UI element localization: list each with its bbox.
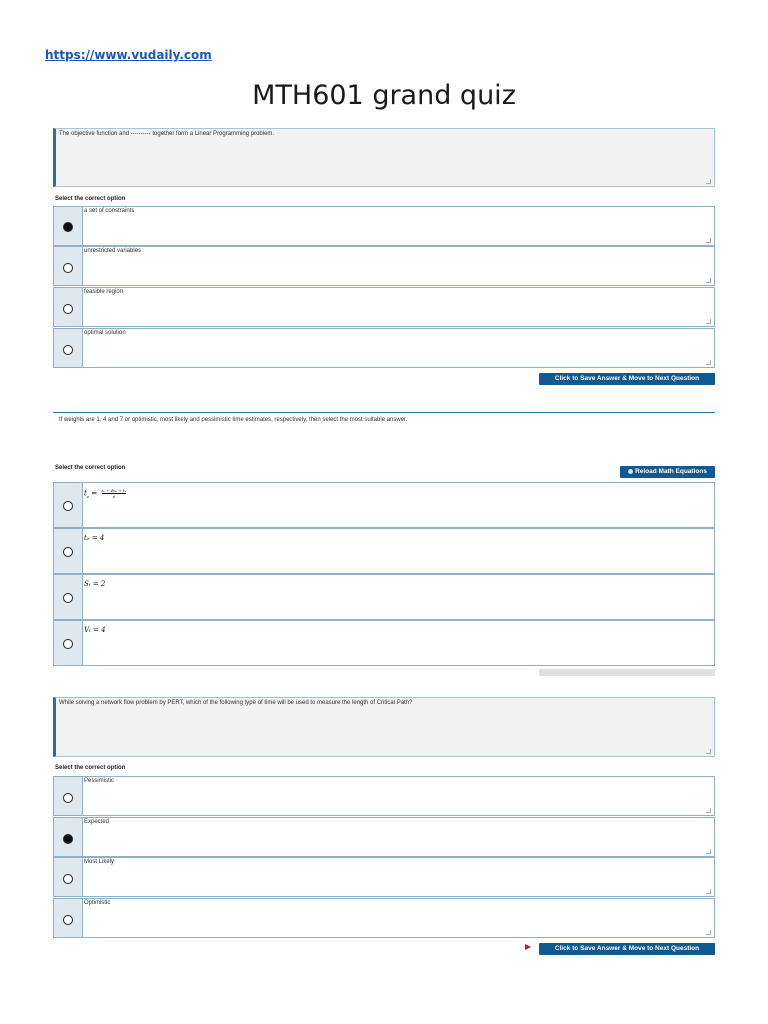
q2-option-3[interactable] xyxy=(53,574,715,620)
question-1-text-area xyxy=(53,128,715,187)
q3-option-1-radio-cell[interactable] xyxy=(54,777,83,815)
eq-lhs: t xyxy=(84,489,87,498)
eq-denominator: 6 xyxy=(112,494,116,499)
q3-option-3-radio-cell[interactable] xyxy=(54,858,83,896)
resize-handle-icon[interactable] xyxy=(706,849,711,854)
q2-select-label: Select the correct option xyxy=(55,465,126,471)
question-3-text-area xyxy=(53,697,715,757)
q1-select-label: Select the correct option xyxy=(55,196,126,202)
q2-option-3-equation: Sₜ = 2 xyxy=(84,580,106,588)
save-and-next-button-2[interactable]: Click to Save Answer & Move to Next Question xyxy=(539,943,715,955)
radio-icon[interactable] xyxy=(63,593,73,603)
horizontal-scrollbar[interactable] xyxy=(539,669,715,676)
q1-option-3-text: feasible region xyxy=(84,289,124,295)
radio-icon[interactable] xyxy=(63,639,73,649)
resize-handle-icon[interactable] xyxy=(706,749,711,754)
question-3-text: While solving a network flow problem by PERT, which of the following type of time will be used to measure the length of Critical Path? xyxy=(59,700,413,706)
q1-option-2-text: unrestricted variables xyxy=(84,248,142,254)
q1-option-1-radio-cell[interactable] xyxy=(54,207,83,245)
page-title: MTH601 grand quiz xyxy=(252,80,516,111)
radio-icon[interactable] xyxy=(63,547,73,557)
resize-handle-icon[interactable] xyxy=(706,238,711,243)
q1-option-4-radio-cell[interactable] xyxy=(54,329,83,367)
q3-option-1-text: Pessimistic xyxy=(84,778,115,784)
q1-option-4-text: optimal solution xyxy=(84,330,126,336)
q1-option-4[interactable] xyxy=(53,328,715,368)
q3-option-2[interactable] xyxy=(53,817,715,857)
q3-option-3[interactable] xyxy=(53,857,715,897)
q3-select-label: Select the correct option xyxy=(55,765,126,771)
reload-math-button[interactable] xyxy=(620,466,715,478)
radio-icon[interactable] xyxy=(63,263,73,273)
resize-handle-icon[interactable] xyxy=(706,889,711,894)
resize-handle-icon[interactable] xyxy=(706,930,711,935)
q2-option-1[interactable] xyxy=(53,482,715,528)
eq-numerator: tₐ + 4tₘ + tₚ xyxy=(101,488,127,493)
q2-option-4-equation: Vₜ = 4 xyxy=(84,626,106,634)
q1-option-2-radio-cell[interactable] xyxy=(54,247,83,285)
question-1-text: The objective function and ---------- together form a Linear Programming problem. xyxy=(59,131,275,137)
q3-option-4-text: Optimistic xyxy=(84,900,111,906)
eq-fraction xyxy=(102,488,127,499)
radio-selected-icon[interactable] xyxy=(63,834,73,844)
eq-rel: = xyxy=(89,489,100,498)
resize-handle-icon[interactable] xyxy=(706,360,711,365)
q3-option-3-text: Most Likely xyxy=(84,859,115,865)
q2-option-2-equation: tₑ = 4 xyxy=(84,534,105,542)
q1-option-2[interactable] xyxy=(53,246,715,286)
radio-icon[interactable] xyxy=(63,501,73,511)
q3-option-2-radio-cell[interactable] xyxy=(54,818,83,856)
question-2-text: If weights are 1, 4 and 7 or optimistic, most likely and pessimistic time estimates, respectively, then select the most suitable answer. xyxy=(59,417,408,423)
q2-option-1-equation xyxy=(84,488,126,499)
q2-option-4-radio-cell[interactable] xyxy=(54,621,83,665)
radio-icon[interactable] xyxy=(63,915,73,925)
q2-option-4[interactable] xyxy=(53,620,715,666)
q3-option-2-text: Expected xyxy=(84,819,110,825)
reload-icon xyxy=(628,469,633,474)
radio-icon[interactable] xyxy=(63,345,73,355)
q2-option-1-radio-cell[interactable] xyxy=(54,483,83,527)
pointer-arrow-icon xyxy=(525,944,531,950)
resize-handle-icon[interactable] xyxy=(706,278,711,283)
q2-option-3-radio-cell[interactable] xyxy=(54,575,83,619)
resize-handle-icon[interactable] xyxy=(706,179,711,184)
question-2-text-area xyxy=(53,412,715,442)
q3-option-4-radio-cell[interactable] xyxy=(54,899,83,937)
q1-option-1[interactable] xyxy=(53,206,715,246)
save-and-next-button[interactable]: Click to Save Answer & Move to Next Question xyxy=(539,373,715,385)
q3-option-4[interactable] xyxy=(53,898,715,938)
q1-option-3-radio-cell[interactable] xyxy=(54,288,83,326)
q3-option-1[interactable] xyxy=(53,776,715,816)
eq-sub: e xyxy=(86,493,90,499)
resize-handle-icon[interactable] xyxy=(706,808,711,813)
radio-icon[interactable] xyxy=(63,304,73,314)
radio-icon[interactable] xyxy=(63,874,73,884)
reload-math-label: Reload Math Equations xyxy=(635,468,707,475)
q2-option-2[interactable] xyxy=(53,528,715,574)
q1-option-1-text: a set of constraints xyxy=(84,208,135,214)
q1-option-3[interactable] xyxy=(53,287,715,327)
radio-icon[interactable] xyxy=(63,793,73,803)
resize-handle-icon[interactable] xyxy=(706,319,711,324)
source-link[interactable]: https://www.vudaily.com xyxy=(45,48,212,62)
q2-option-2-radio-cell[interactable] xyxy=(54,529,83,573)
radio-selected-icon[interactable] xyxy=(63,222,73,232)
